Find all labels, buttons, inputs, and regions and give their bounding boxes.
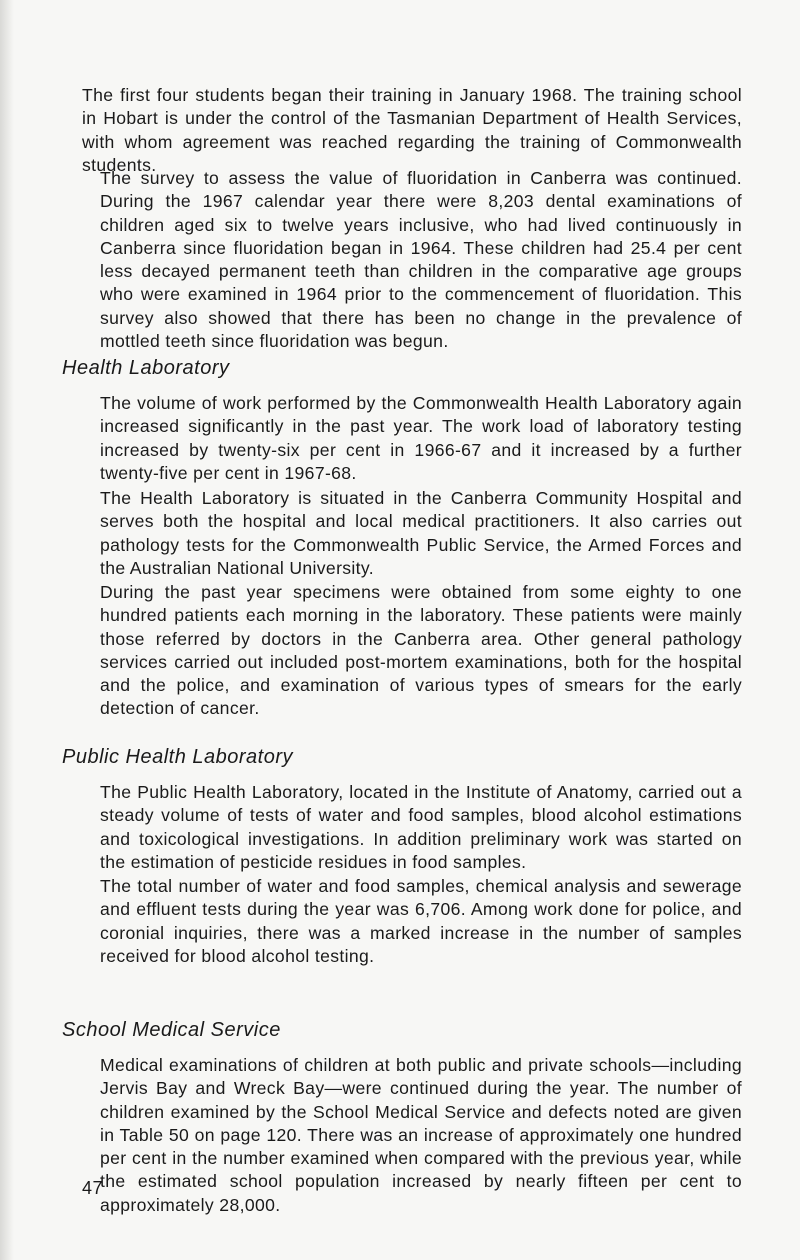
paragraph-text: The Health Laboratory is situated in the Canberra Community Hospital and serves both the hospital and local medical practitioners. It also carries out pathology tests for the Commonwealth Public Service, the Armed Forces and the Australian National University. [100,488,742,578]
heading-school-medical-service: School Medical Service [62,1019,281,1041]
paragraph-text: Medical examinations of children at both public and private schools—including Jervis Bay and Wreck Bay—were continued during the year. The number of children examined by the School Medical Service and defects noted are given in Table 50 on page 120. There was an increase of approximately one hundred per cent in the number examined when compared with the previous year, while the estimated school population increased by nearly fifteen per cent to approximately 28,000. [100,1055,742,1215]
paragraph-text: The volume of work performed by the Commonwealth Health Laboratory again increased significantly in the past year. The work load of laboratory testing increased by twenty-six per cent in 1966-67 and it increased by a further twenty-five per cent in 1967-68. [100,393,742,483]
paragraph-text: The first four students began their training in January 1968. The training school in Hobart is under the control of the Tasmanian Department of Health Services, with whom agreement was reached regarding the training of Commonwealth students. [82,85,742,175]
paragraph-public-lab-samples [82,875,742,968]
page-number: 47 [82,1178,104,1198]
paragraph-training-school [82,84,742,177]
paragraph-public-lab-tests [82,781,742,874]
page-edge-shadow [0,0,14,1260]
paragraph-text: The Public Health Laboratory, located in the Institute of Anatomy, carried out a steady volume of tests of water and food samples, blood alcohol estimations and toxicological investigations. In addition preliminary work was started on the estimation of pesticide residues in food samples. [100,782,742,872]
paragraph-text: The total number of water and food samples, chemical analysis and sewerage and effluent tests during the year was 6,706. Among work done for police, and coronial inquiries, there was a marked increase in the number of samples received for blood alcohol testing. [100,876,742,966]
paragraph-fluoridation-survey [82,167,742,353]
paragraph-lab-location [82,487,742,580]
paragraph-lab-workload [82,392,742,485]
heading-health-laboratory: Health Laboratory [62,357,230,379]
paragraph-text: The survey to assess the value of fluoridation in Canberra was continued. During the 1967 calendar year there were 8,203 dental examinations of children aged six to twelve years inclusive, who had lived continuously in Canberra since fluoridation began in 1964. These children had 25.4 per cent less decayed permanent teeth than children in the comparative age groups who were examined in 1964 prior to the commencement of fluoridation. This survey also showed that there has been no change in the prevalence of mottled teeth since fluoridation was begun. [100,168,742,352]
heading-public-health-laboratory: Public Health Laboratory [62,746,294,768]
paragraph-school-examinations [82,1054,742,1217]
paragraph-text: During the past year specimens were obtained from some eighty to one hundred patients each morning in the laboratory. These patients were mainly those referred by doctors in the Canberra area. Other general pathology services carried out included post-mortem examinations, both for the hospital and the police, and examination of various types of smears for the early detection of cancer. [100,582,742,719]
paragraph-lab-specimens [82,581,742,721]
